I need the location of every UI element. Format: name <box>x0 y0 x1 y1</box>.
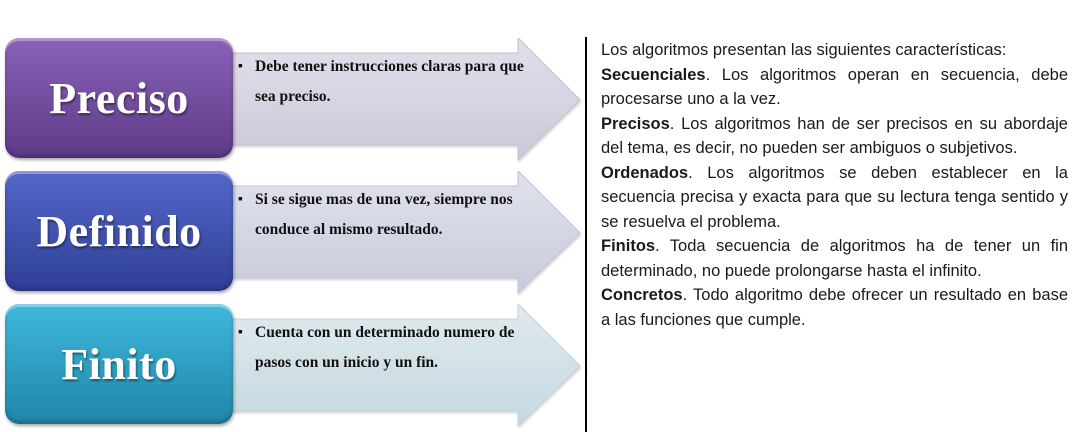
text-finitos: . Toda secuencia de algoritmos ha de tener un fin determinado, no puede prolongarse hasta el infinito. <box>601 237 1068 280</box>
term-secuenciales: Secuenciales <box>601 65 706 84</box>
description-point-concretos <box>601 283 1068 332</box>
characteristic-row-definido <box>0 171 585 296</box>
label-box-definido <box>5 171 233 291</box>
term-ordenados: Ordenados <box>601 163 689 182</box>
label-box-finito <box>5 304 233 424</box>
description-point-finitos <box>601 234 1068 283</box>
bullet-definido <box>238 185 528 245</box>
text-ordenados: . Los algoritmos se deben establecer en la secuencia precisa y exacta para que su lectura tenga sentido y se resuelva el problema. <box>601 163 1068 231</box>
term-precisos: Precisos <box>601 114 670 133</box>
text-concretos: . Todo algoritmo debe ofrecer un resultado en base a las funciones que cumple. <box>601 286 1068 329</box>
text-precisos: . Los algoritmos han de ser precisos en su abordaje del tema, es decir, no pueden ser ambiguos o subjetivos. <box>601 114 1068 157</box>
label-finito: Finito <box>61 339 177 389</box>
label-definido: Definido <box>36 206 202 256</box>
bullet-text-finito: Cuenta con un determinado numero de pasos con un inicio y un fin. <box>255 324 515 371</box>
description-point-ordenados <box>601 161 1068 235</box>
text-secuenciales: . Los algoritmos operan en secuencia, debe procesarse uno a la vez. <box>601 65 1068 108</box>
term-concretos: Concretos <box>601 286 683 304</box>
description-point-secuenciales <box>601 63 1068 112</box>
bullet-icon: ▪ <box>238 192 243 207</box>
description-point-precisos <box>601 112 1068 161</box>
description-intro: Los algoritmos presentan las siguientes características: <box>601 41 1007 59</box>
characteristics-description <box>601 38 1068 332</box>
characteristic-row-finito <box>0 304 585 429</box>
label-preciso: Preciso <box>49 73 189 123</box>
bullet-finito <box>238 318 528 378</box>
term-finitos: Finitos <box>601 237 656 255</box>
characteristic-row-preciso <box>0 38 585 163</box>
bullet-text-definido: Si se sigue mas de una vez, siempre nos conduce al mismo resultado. <box>255 191 513 238</box>
label-box-preciso <box>5 38 233 158</box>
vertical-divider <box>585 37 587 432</box>
bullet-text-preciso: Debe tener instrucciones claras para que sea preciso. <box>255 58 524 105</box>
bullet-icon: ▪ <box>238 325 243 340</box>
bullet-icon: ▪ <box>238 59 243 74</box>
bullet-preciso <box>238 52 528 112</box>
